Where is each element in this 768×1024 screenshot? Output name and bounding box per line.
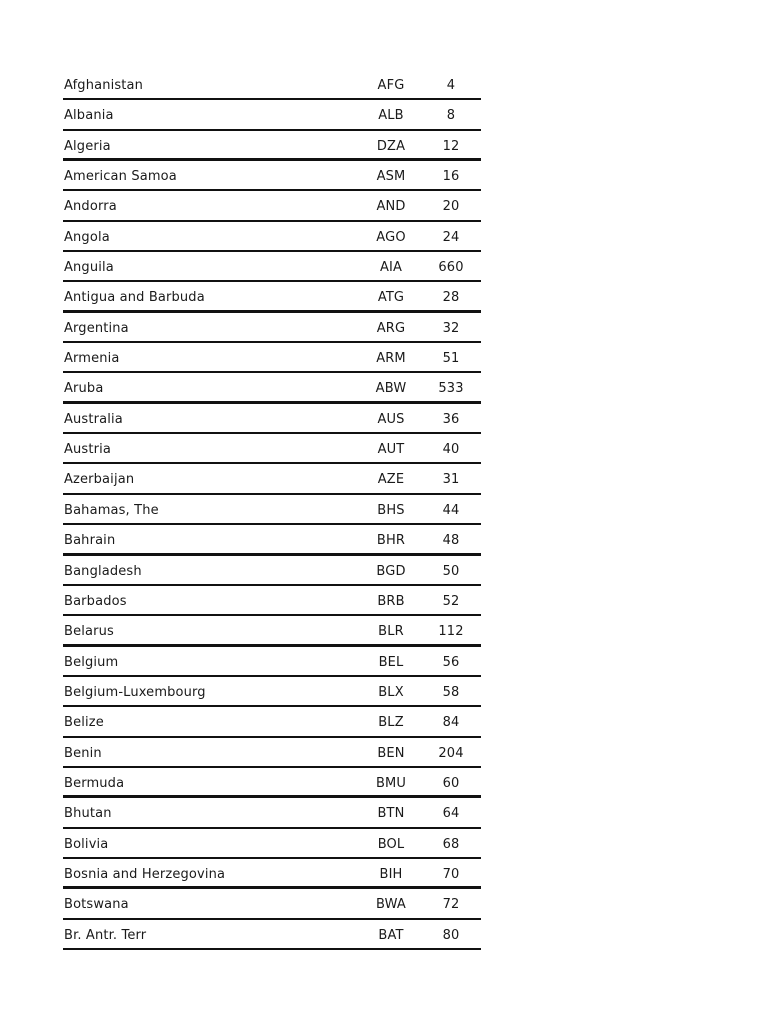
table-row [63,556,481,586]
country-name: Algeria [64,138,111,154]
table-row [63,647,481,677]
country-number: 52 [442,593,460,609]
table-row [63,373,481,403]
table-row [63,677,481,707]
country-number: 68 [442,836,460,852]
table-row [63,768,481,798]
country-code: AND [376,199,406,215]
country-code: ATG [377,290,405,306]
table-row [63,282,481,312]
country-name: Bahrain [64,533,116,549]
country-name: Botswana [64,897,129,913]
country-code: BLX [378,684,404,700]
country-code: BEL [378,654,404,670]
country-name: Belarus [64,624,114,640]
table-row [63,798,481,828]
country-name: Azerbaijan [64,472,135,488]
country-number: 50 [442,563,460,579]
country-code: ASM [376,169,406,185]
country-number: 4 [446,78,456,93]
country-name: Afghanistan [64,78,144,93]
country-name: Anguila [64,260,114,276]
country-name: Bolivia [64,836,109,852]
country-code: BIH [379,866,403,882]
table-row [63,343,481,373]
country-code: BLZ [378,715,404,731]
country-number: 56 [442,654,460,670]
table-row [63,191,481,221]
country-number: 51 [442,351,460,367]
country-code: AZE [377,472,405,488]
country-number: 64 [442,806,460,822]
country-name: American Samoa [64,169,177,185]
country-name: Benin [64,745,102,761]
country-code: BRB [377,593,405,609]
country-number: 204 [438,745,464,761]
country-code: ARM [376,351,406,367]
country-number: 70 [442,866,460,882]
country-code: ABW [375,381,407,397]
table-row [63,829,481,859]
country-code: AFG [377,78,405,93]
country-name: Barbados [64,593,127,609]
country-code: BEN [377,745,405,761]
country-name: Argentina [64,320,129,336]
country-number: 8 [446,108,456,124]
country-code: BGD [376,563,406,579]
country-number: 31 [442,472,460,488]
country-name: Bhutan [64,806,112,822]
table-row [63,586,481,616]
table-row [63,495,481,525]
table-row [63,404,481,434]
country-number: 12 [442,138,460,154]
table-row [63,464,481,494]
country-code: ARG [376,320,406,336]
table-row [63,100,481,130]
country-code: AIA [379,260,403,276]
country-code: BAT [378,927,404,943]
country-code: BHS [377,502,405,518]
country-number: 533 [438,381,464,397]
country-name: Bangladesh [64,563,142,579]
table-row [63,707,481,737]
country-number: 32 [442,320,460,336]
country-name: Andorra [64,199,117,215]
country-code: AGO [376,229,406,245]
country-number: 660 [438,260,464,276]
country-code: BOL [377,836,405,852]
table-row [63,616,481,646]
table-row [63,889,481,919]
country-number: 80 [442,927,460,943]
country-number: 58 [442,684,460,700]
country-code: DZA [376,138,406,154]
country-code: BMU [375,775,407,791]
table-row [63,313,481,343]
country-name: Br. Antr. Terr [64,927,147,943]
table-row [63,222,481,252]
table-row [63,252,481,282]
country-code-table [63,70,481,950]
country-name: Armenia [64,351,120,367]
table-row [63,920,481,950]
country-code: BHR [376,533,406,549]
country-code: BTN [377,806,405,822]
country-name: Antigua and Barbuda [64,290,205,306]
country-number: 48 [442,533,460,549]
country-code: AUS [377,411,405,427]
country-name: Belgium [64,654,119,670]
country-number: 28 [442,290,460,306]
country-number: 60 [442,775,460,791]
country-number: 72 [442,897,460,913]
country-name: Aruba [64,381,104,397]
table-row [63,131,481,161]
country-code: BWA [376,897,406,913]
table-row [63,161,481,191]
country-number: 44 [442,502,460,518]
country-name: Belize [64,715,104,731]
country-number: 20 [442,199,460,215]
table-row [63,434,481,464]
country-number: 16 [442,169,460,185]
table-row [63,859,481,889]
country-number: 112 [438,624,464,640]
table-row [63,738,481,768]
country-name: Austria [64,442,111,458]
country-number: 36 [442,411,460,427]
country-number: 84 [442,715,460,731]
country-number: 40 [442,442,460,458]
country-number: 24 [442,229,460,245]
country-name: Australia [64,411,123,427]
country-name: Bahamas, The [64,502,159,518]
country-name: Bermuda [64,775,125,791]
country-name: Bosnia and Herzegovina [64,866,226,882]
country-code: ALB [378,108,404,124]
table-row [63,525,481,555]
country-code: BLR [378,624,404,640]
country-name: Albania [64,108,114,124]
country-name: Angola [64,229,110,245]
country-name: Belgium-Luxembourg [64,684,206,700]
table-row [63,70,481,100]
country-code: AUT [377,442,405,458]
